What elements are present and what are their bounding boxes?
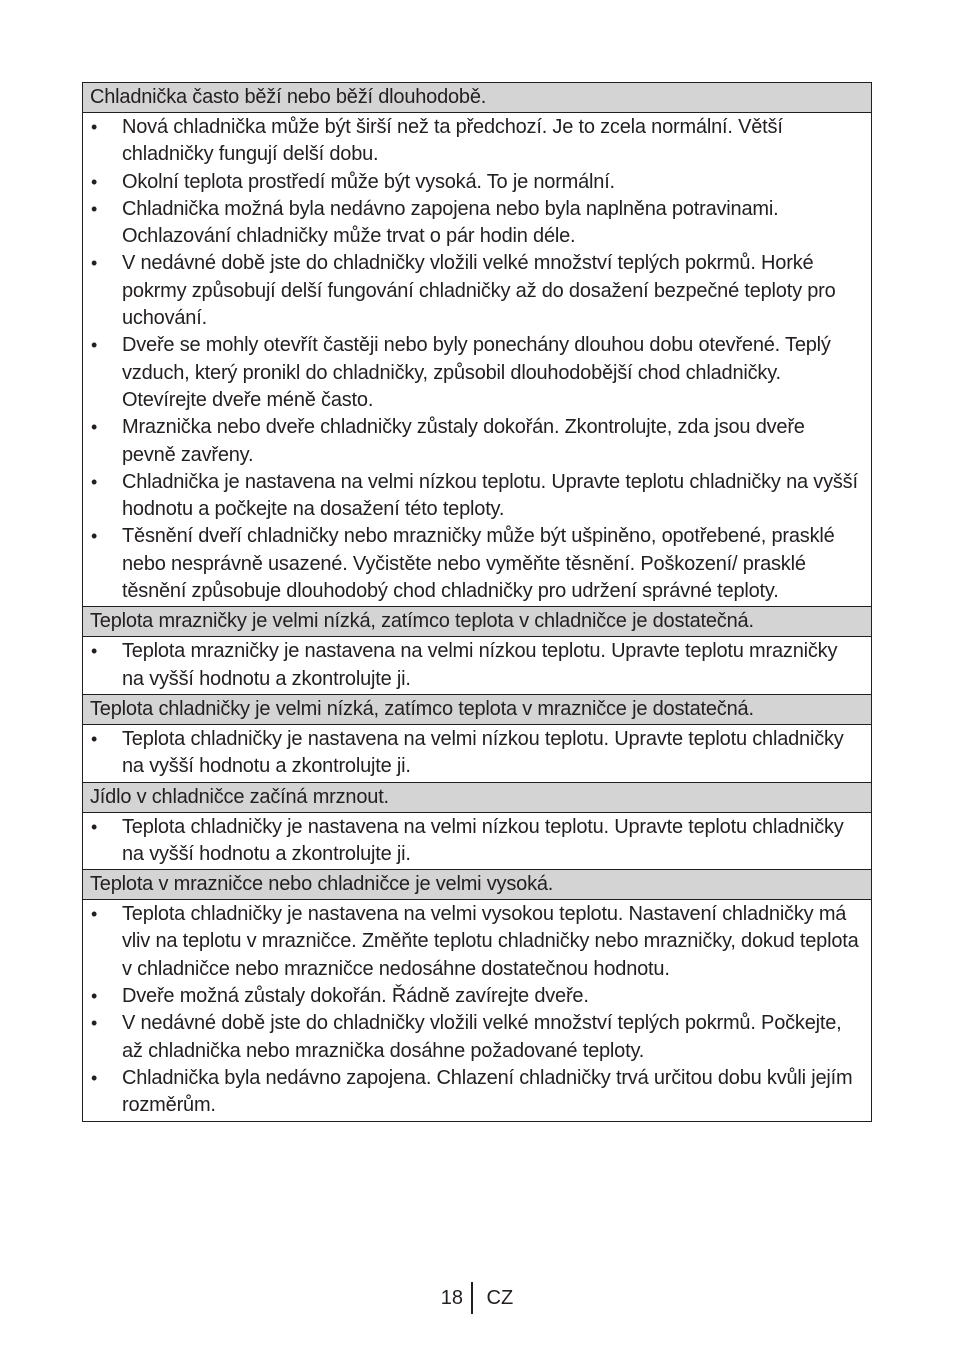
table-section: [83, 870, 871, 1120]
list-item-text: Mraznička nebo dveře chladničky zůstaly dokořán. Zkontrolujte, zda jsou dveře pevně zavřeny.: [122, 416, 805, 466]
bullet-icon: •: [91, 171, 98, 192]
bullet-list: [83, 901, 871, 1119]
list-item: [83, 169, 871, 196]
list-item-text: Nová chladnička může být širší než ta předchozí. Je to zcela normální. Větší chladničky fungují delší dobu.: [122, 116, 783, 166]
list-item: [83, 523, 871, 605]
list-item-text: Chladnička byla nedávno zapojena. Chlazení chladničky trvá určitou dobu kvůli jejím rozměrům.: [122, 1066, 853, 1117]
bullet-icon: •: [91, 117, 98, 137]
bullet-icon: •: [91, 728, 98, 749]
language-code: CZ: [486, 1287, 514, 1309]
section-body: [83, 725, 871, 783]
sections-container: [83, 83, 871, 1121]
list-item-text: V nedávné době jste do chladničky vložili velké množství teplých pokrmů. Horké pokrmy způsobují delší fungování chladničky až do dosažení bezpečné teploty pro uchování.: [122, 252, 836, 330]
bullet-icon: •: [91, 904, 98, 925]
list-item: [83, 1010, 871, 1065]
list-item-text: Teplota chladničky je nastavena na velmi nízkou teplotu. Upravte teplotu chladničky na vyšší hodnotu a zkontrolujte ji.: [122, 815, 844, 865]
bullet-icon: •: [91, 1067, 98, 1088]
section-header: Teplota chladničky je velmi nízká, zatímco teplota v mrazničce je dostatečná.: [83, 695, 871, 725]
page-number: 18: [440, 1287, 464, 1309]
section-body: [83, 900, 871, 1120]
bullet-icon: •: [91, 253, 98, 274]
table-section: [83, 607, 871, 695]
list-item-text: Dveře se mohly otevřít častěji nebo byly ponechány dlouhou dobu otevřené. Teplý vzduch, který pronikl do chladničky, způsobil dlouhodobější chod chladničky. Otevírejte dveře méně často.: [122, 334, 831, 411]
section-header: Teplota v mrazničce nebo chladničce je velmi vysoká.: [83, 870, 871, 900]
bullet-icon: •: [91, 417, 98, 438]
list-item-text: Teplota mrazničky je nastavena na velmi nízkou teplotu. Upravte teplotu mrazničky na vyšší hodnotu a zkontrolujte ji.: [122, 640, 838, 690]
section-body: [83, 813, 871, 871]
list-item: [83, 901, 871, 983]
bullet-icon: •: [91, 526, 98, 547]
list-item: [83, 414, 871, 469]
bullet-icon: •: [91, 1013, 98, 1034]
list-item: [83, 196, 871, 251]
table-section: [83, 695, 871, 783]
list-item-text: Teplota chladničky je nastavena na velmi vysokou teplotu. Nastavení chladničky má vliv na teplotu v mrazničce. Změňte teplotu chladničky nebo mrazničky, dokud teplota v chladničce nebo mrazničce nedosáhne dostatečnou hodnotu.: [122, 903, 859, 980]
bullet-icon: •: [91, 198, 98, 219]
bullet-list: [83, 638, 871, 693]
list-item: [83, 114, 871, 169]
list-item: [83, 469, 871, 524]
list-item: [83, 332, 871, 414]
list-item-text: Teplota chladničky je nastavena na velmi nízkou teplotu. Upravte teplotu chladničky na vyšší hodnotu a zkontrolujte ji.: [122, 727, 844, 778]
list-item: [83, 983, 871, 1010]
list-item: [83, 1065, 871, 1120]
list-item-text: Dveře možná zůstaly dokořán. Řádně zavírejte dveře.: [122, 985, 589, 1008]
table-section: [83, 783, 871, 871]
section-header: Teplota mrazničky je velmi nízká, zatímco teplota v chladničce je dostatečná.: [83, 607, 871, 637]
section-body: [83, 637, 871, 695]
bullet-icon: •: [91, 986, 98, 1007]
table-section: [83, 83, 871, 607]
troubleshooting-table: [82, 82, 872, 1122]
list-item-text: Chladnička možná byla nedávno zapojena nebo byla naplněna potravinami. Ochlazování chladničky může trvat o pár hodin déle.: [122, 197, 779, 248]
bullet-icon: •: [91, 335, 98, 356]
section-header: Chladnička často běží nebo běží dlouhodobě.: [83, 83, 871, 113]
bullet-icon: •: [91, 471, 98, 492]
bullet-icon: •: [91, 816, 98, 837]
list-item: [83, 638, 871, 693]
bullet-list: [83, 814, 871, 869]
list-item: [83, 814, 871, 869]
bullet-list: [83, 114, 871, 605]
section-header: Jídlo v chladničce začíná mrznout.: [83, 783, 871, 813]
list-item-text: Chladnička je nastavena na velmi nízkou teplotu. Upravte teplotu chladničky na vyšší hodnotu a počkejte na dosažení této teploty.: [122, 470, 858, 521]
section-body: [83, 113, 871, 607]
list-item: [83, 726, 871, 781]
list-item-text: Okolní teplota prostředí může být vysoká. To je normální.: [122, 170, 615, 193]
list-item: [83, 250, 871, 332]
bullet-icon: •: [91, 641, 98, 662]
page-footer: [0, 1282, 954, 1314]
bullet-list: [83, 726, 871, 781]
list-item-text: Těsnění dveří chladničky nebo mrazničky může být ušpiněno, opotřebené, prasklé nebo nesprávně usazené. Vyčistěte nebo vyměňte těsnění. Poškození/ prasklé těsnění způsobuje dlouhodobý chod chladničky pro udržení správné teploty.: [122, 525, 835, 603]
list-item-text: V nedávné době jste do chladničky vložili velké množství teplých pokrmů. Počkejte, až chladnička nebo mraznička dosáhne požadované teploty.: [122, 1012, 842, 1062]
